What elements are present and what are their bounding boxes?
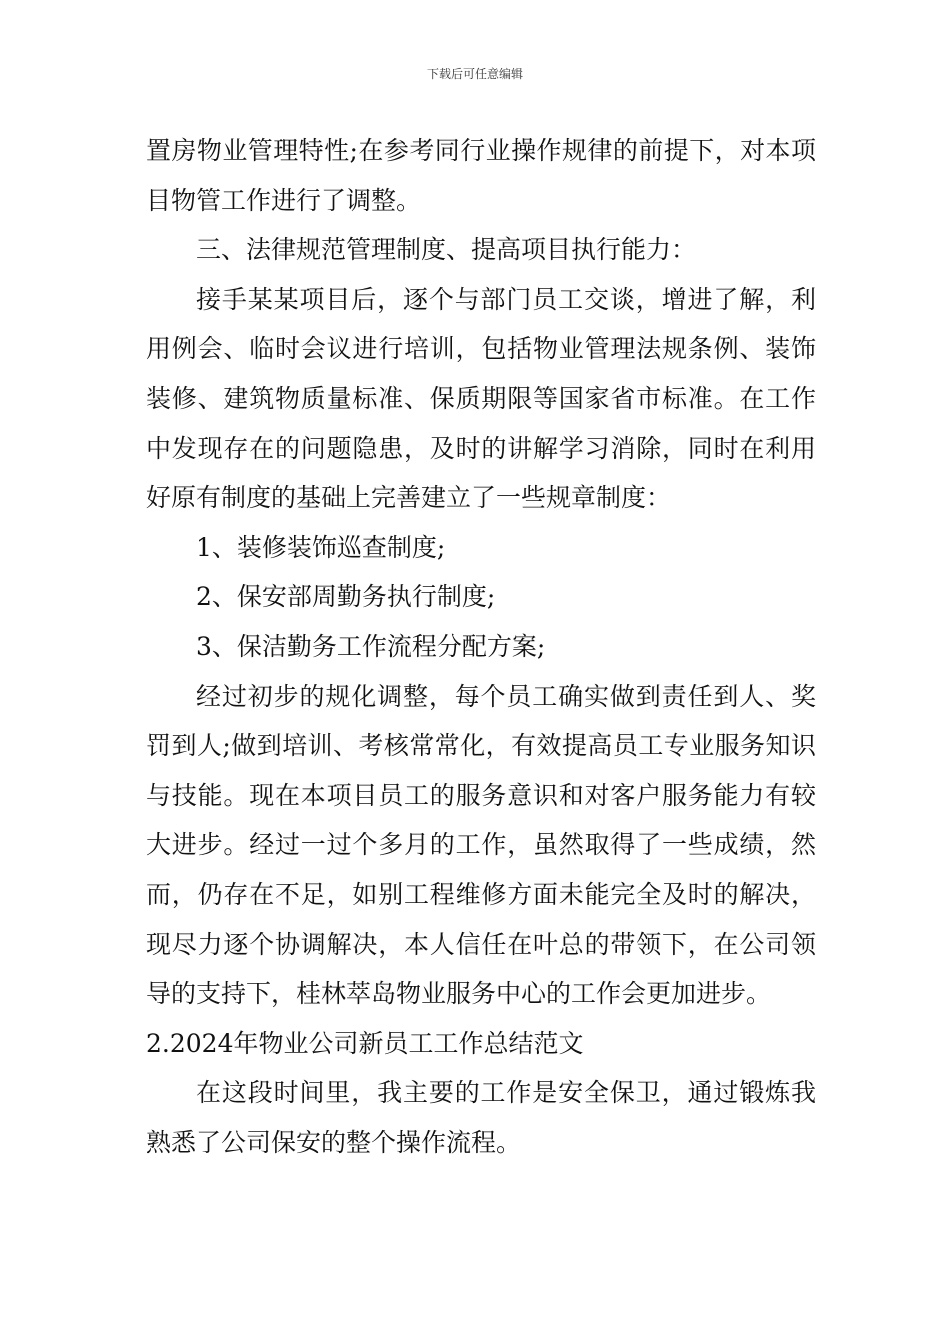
list-item-3: 3、保洁勤务工作流程分配方案;: [196, 631, 546, 661]
page-header: 下载后可任意编辑: [426, 67, 523, 81]
paragraph-new-article: 在这段时间里，我主要的工作是安全保卫，通过锻炼我熟悉了公司保安的整个操作流程。: [146, 1078, 816, 1157]
list-item-2: 2、保安部周勤务执行制度;: [196, 582, 496, 612]
section-heading-3: 三、法律规范管理制度、提高项目执行能力：: [196, 235, 697, 265]
list-item-1: 1、装修装饰巡查制度;: [196, 532, 446, 562]
document-body: [146, 126, 816, 1167]
paragraph-results: 经过初步的规化调整，每个员工确实做到责任到人、奖罚到人;做到培训、考核常常化，有效提高员工专业服务知识与技能。现在本项目员工的服务意识和对客户服务能力有较大进步。经过一过个多月的工作，虽然取得了一些成绩，然而，仍存在不足，如别工程维修方面未能完全及时的解决，现尽力逐个协调解决，本人信任在叶总的带领下，在公司领导的支持下，桂林萃岛物业服务中心的工作会更加进步。: [146, 681, 816, 1009]
paragraph-management: 接手某某项目后，逐个与部门员工交谈，增进了解，利用例会、临时会议进行培训，包括物业管理法规条例、装饰装修、建筑物质量标准、保质期限等国家省市标准。在工作中发现存在的问题隐患，及时的讲解学习消除，同时在利用好原有制度的基础上完善建立了一些规章制度：: [146, 284, 816, 513]
article-heading-2: 2.2024年物业公司新员工工作总结范文: [146, 1028, 584, 1058]
paragraph-continuation: 置房物业管理特性;在参考同行业操作规律的前提下，对本项目物管工作进行了调整。: [146, 136, 816, 215]
